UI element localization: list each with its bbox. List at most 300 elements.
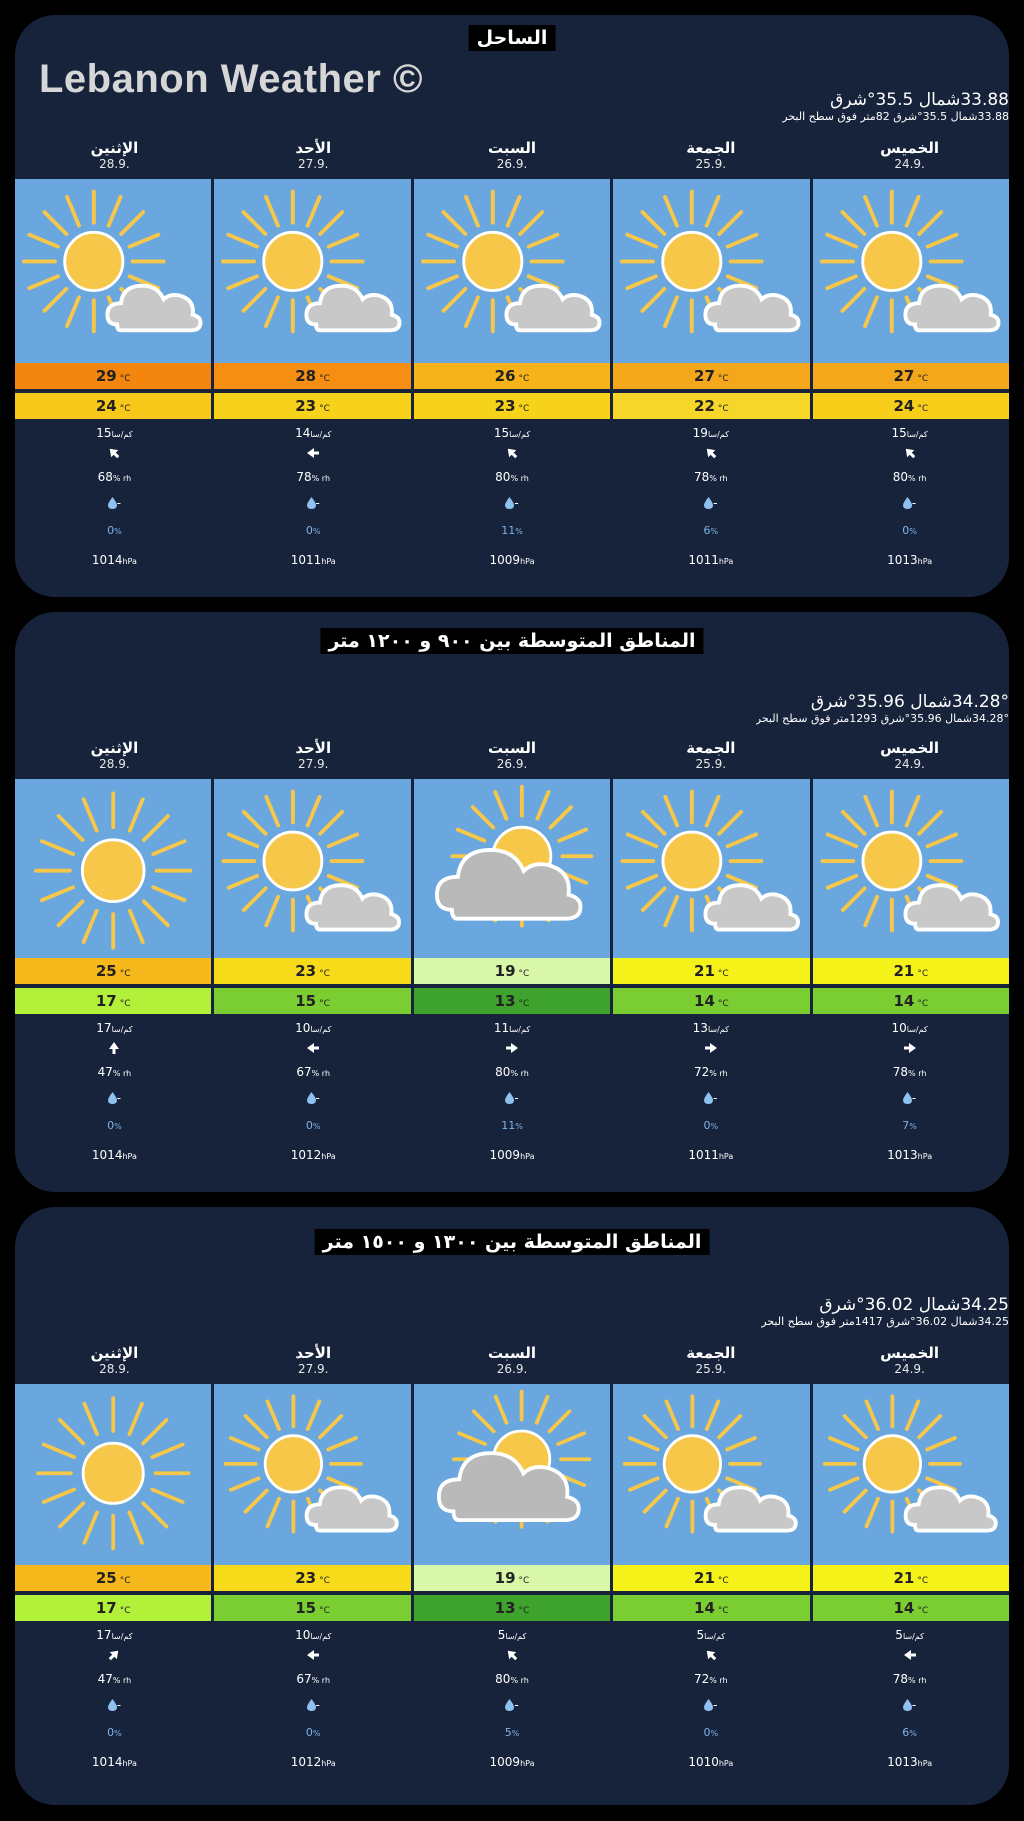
precipitation [413, 1084, 612, 1112]
humidity-unit: % rh [908, 1676, 927, 1685]
pressure-value: 1010 [688, 1755, 719, 1769]
day-header [214, 1344, 413, 1376]
day-details [214, 425, 413, 575]
max-temp [414, 363, 610, 389]
pressure-value: 1012 [290, 1755, 322, 1769]
pressure-value: 1009 [489, 1755, 521, 1769]
rain-probability [810, 517, 1009, 545]
precipitation [15, 489, 214, 517]
min-temp-value: 14 [694, 992, 715, 1010]
coordinates-main: 33.88شمال 35.5°شرق [830, 90, 1009, 110]
rain-unit: % [511, 1729, 520, 1738]
temp-unit: °C [119, 374, 131, 384]
wind-unit: كم/سا [310, 430, 332, 439]
day-name: الإثنين [90, 139, 139, 157]
wind-direction-arrow-icon [413, 1643, 612, 1667]
precipitation-amount: - [514, 1091, 519, 1105]
min-temp [813, 393, 1009, 419]
humidity-value: 67 [296, 1065, 312, 1079]
rain-probability-value: 7 [902, 1119, 910, 1132]
humidity-unit: % rh [908, 474, 927, 483]
wind-speed [413, 1627, 612, 1643]
rain-probability [413, 1112, 612, 1140]
day-header [810, 1344, 1009, 1376]
day-header [413, 1344, 612, 1376]
min-temp [214, 988, 410, 1014]
max-temp [813, 1565, 1009, 1591]
wind-value: 17 [96, 1021, 112, 1035]
wind-unit: كم/سا [310, 1632, 332, 1641]
raindrop-icon [903, 1092, 912, 1104]
min-temp-value: 15 [295, 992, 317, 1010]
rain-unit: % [114, 1729, 122, 1738]
wind-value: 5 [696, 1628, 705, 1642]
pressure [15, 1747, 214, 1777]
location-coordinates [761, 1295, 1009, 1328]
day-name: السبت [487, 739, 537, 757]
precipitation [611, 489, 810, 517]
day-date: 25.9. [695, 157, 727, 171]
pressure-value: 1014 [91, 1755, 123, 1769]
humidity-value: 80 [495, 1065, 511, 1079]
day-header [15, 1344, 214, 1376]
wind-direction-arrow-icon [214, 1036, 413, 1060]
temp-unit: °C [917, 404, 929, 414]
rain-unit: % [312, 1729, 321, 1738]
day-details [611, 1020, 810, 1170]
wind-unit: كم/سا [707, 1025, 729, 1034]
wind-value: 19 [692, 426, 708, 440]
max-temp-value: 25 [95, 1569, 117, 1587]
rain-probability-value: 11 [501, 1119, 516, 1132]
max-temp-value: 26 [494, 367, 516, 385]
precipitation-amount: - [911, 1091, 917, 1105]
wind-direction-arrow-icon [810, 441, 1009, 465]
max-temp [214, 363, 410, 389]
raindrop-icon [505, 497, 514, 509]
wind-value: 14 [295, 426, 311, 440]
day-details [413, 425, 612, 575]
wind-unit: كم/سا [509, 1025, 531, 1034]
day-header [611, 1344, 810, 1376]
min-temp [813, 988, 1009, 1014]
wind-direction-arrow-icon [810, 1643, 1009, 1667]
rain-unit: % [909, 527, 917, 536]
pressure-value: 1011 [290, 553, 322, 567]
humidity-unit: % rh [112, 1676, 132, 1685]
precipitation [810, 1084, 1009, 1112]
temp-unit: °C [518, 1576, 530, 1586]
pressure-unit: hPa [321, 557, 336, 566]
day-details [15, 1627, 214, 1777]
pressure-unit: hPa [917, 1759, 933, 1768]
wind-unit: كم/سا [111, 1632, 133, 1641]
humidity-value: 78 [296, 470, 312, 484]
max-temp-value: 23 [295, 1569, 317, 1587]
day-details [810, 1627, 1009, 1777]
humidity [611, 465, 810, 489]
rain-unit: % [515, 527, 523, 536]
wind-direction-arrow-icon [611, 1036, 810, 1060]
wind-unit: كم/سا [707, 430, 729, 439]
day-details [611, 425, 810, 575]
wind-value: 15 [891, 426, 907, 440]
day-name: السبت [487, 1344, 537, 1362]
pressure [214, 545, 413, 575]
temp-unit: °C [319, 999, 330, 1009]
pressure-unit: hPa [917, 1152, 933, 1161]
rain-probability-value: 0 [107, 1119, 115, 1132]
temp-unit: °C [518, 404, 530, 414]
precipitation [15, 1691, 214, 1719]
pressure-value: 1009 [489, 1148, 521, 1162]
precipitation [214, 1084, 413, 1112]
wind-value: 11 [493, 1021, 510, 1035]
wind-speed [214, 425, 413, 441]
pressure-unit: hPa [321, 1759, 336, 1768]
rain-probability [810, 1112, 1009, 1140]
pressure [15, 545, 214, 575]
day-date: 27.9. [297, 757, 329, 771]
rain-probability [214, 517, 413, 545]
precipitation-amount: - [911, 496, 917, 510]
day-name: الإثنين [90, 739, 139, 757]
day-date: 28.9. [99, 1362, 130, 1376]
day-details [810, 425, 1009, 575]
coordinates-altitude: 34.25شمال 36.02°شرق 1417متر فوق سطح البحر [761, 1315, 1009, 1328]
wind-speed [413, 425, 612, 441]
day-date: 28.9. [99, 157, 130, 171]
humidity-value: 72 [693, 1672, 710, 1686]
rain-probability [611, 517, 810, 545]
partly-cloudy-icon [214, 179, 410, 373]
pressure-unit: hPa [917, 557, 933, 566]
partly-cloudy-icon [214, 779, 410, 972]
pressure [611, 545, 810, 575]
min-temp-value: 17 [95, 992, 117, 1010]
pressure [413, 1140, 612, 1170]
wind-unit: كم/سا [111, 1025, 133, 1034]
max-temp [813, 363, 1009, 389]
partly-cloudy-icon [813, 179, 1009, 373]
rain-probability [413, 1719, 612, 1747]
rain-probability-value: 5 [504, 1726, 512, 1739]
temp-unit: °C [518, 969, 530, 979]
rain-unit: % [114, 527, 122, 536]
humidity [15, 465, 214, 489]
partly-cloudy-icon [813, 1384, 1009, 1572]
humidity [810, 1060, 1009, 1084]
precipitation-amount: - [911, 1698, 917, 1712]
humidity [413, 1060, 612, 1084]
raindrop-icon [108, 1092, 117, 1104]
rain-probability-value: 0 [703, 1726, 711, 1739]
pressure-value: 1013 [887, 1755, 918, 1769]
humidity [214, 465, 413, 489]
rain-probability-value: 0 [305, 1119, 313, 1132]
humidity-value: 68 [97, 470, 113, 484]
rain-probability [611, 1719, 810, 1747]
day-name: الأحد [295, 139, 332, 157]
rain-probability-value: 11 [501, 524, 516, 537]
wind-unit: كم/سا [505, 1632, 527, 1641]
max-temp [214, 1565, 410, 1591]
section-title: المناطق المتوسطة بين ١٣٠٠ و ١٥٠٠ متر [315, 1229, 710, 1255]
day-details [214, 1020, 413, 1170]
wind-direction-arrow-icon [413, 441, 612, 465]
day-details [611, 1627, 810, 1777]
rain-probability-value: 0 [107, 1726, 115, 1739]
temp-unit: °C [917, 374, 929, 384]
temp-unit: °C [717, 1606, 729, 1616]
rain-unit: % [710, 1122, 719, 1131]
max-temp-value: 25 [95, 962, 117, 980]
day-header [413, 739, 612, 771]
rain-probability [611, 1112, 810, 1140]
day-details [413, 1020, 612, 1170]
humidity-unit: % rh [112, 1069, 132, 1078]
humidity-value: 80 [892, 470, 909, 484]
day-header [810, 139, 1009, 171]
precipitation-amount: - [116, 496, 122, 510]
precipitation-amount: - [315, 496, 320, 510]
rain-unit: % [515, 1122, 523, 1131]
pressure [214, 1140, 413, 1170]
day-date: 24.9. [894, 757, 925, 771]
precipitation [611, 1691, 810, 1719]
min-temp-value: 22 [694, 397, 715, 415]
rain-probability-value: 0 [107, 524, 115, 537]
temp-unit: °C [319, 969, 330, 979]
sunny-icon [15, 779, 211, 972]
pressure-value: 1013 [887, 553, 918, 567]
wind-value: 5 [895, 1628, 903, 1642]
partly-cloudy-icon [613, 1384, 809, 1572]
wind-speed [15, 1020, 214, 1036]
day-date: 26.9. [496, 157, 528, 171]
rain-probability [413, 517, 612, 545]
pressure-value: 1014 [91, 553, 123, 567]
precipitation-amount: - [315, 1091, 320, 1105]
humidity [810, 465, 1009, 489]
wind-unit: كم/سا [111, 430, 133, 439]
min-temp-value: 13 [494, 1599, 516, 1617]
precipitation [810, 1691, 1009, 1719]
temp-unit: °C [518, 999, 530, 1009]
day-name: الأحد [295, 1344, 332, 1362]
min-temp [214, 1595, 410, 1621]
humidity [15, 1667, 214, 1691]
day-details [15, 1020, 214, 1170]
max-temp-value: 21 [694, 1569, 715, 1587]
min-temp [414, 988, 610, 1014]
raindrop-icon [903, 497, 912, 509]
max-temp [613, 1565, 809, 1591]
raindrop-icon [307, 497, 316, 509]
temp-unit: °C [319, 1576, 330, 1586]
wind-value: 5 [497, 1628, 506, 1642]
humidity-value: 47 [97, 1672, 113, 1686]
max-temp-value: 28 [295, 367, 317, 385]
wind-unit: كم/سا [902, 1632, 924, 1641]
pressure-unit: hPa [520, 1759, 535, 1768]
partly-cloudy-icon [613, 179, 809, 373]
raindrop-icon [505, 1092, 514, 1104]
pressure [810, 1747, 1009, 1777]
day-date: 26.9. [496, 757, 528, 771]
humidity [214, 1667, 413, 1691]
wind-speed [810, 1020, 1009, 1036]
raindrop-icon [704, 1092, 713, 1104]
wind-speed [611, 1020, 810, 1036]
wind-direction-arrow-icon [15, 1036, 214, 1060]
pressure-unit: hPa [122, 1152, 137, 1161]
temp-unit: °C [518, 1606, 530, 1616]
min-temp-value: 14 [893, 1599, 915, 1617]
pressure-unit: hPa [321, 1152, 336, 1161]
wind-direction-arrow-icon [611, 441, 810, 465]
mostly-cloudy-icon [414, 779, 610, 972]
coordinates-altitude: 34.28°شمال 35.96°شرق 1293متر فوق سطح البحر [755, 712, 1009, 725]
location-coordinates [756, 692, 1009, 725]
pressure [413, 545, 612, 575]
max-temp [214, 958, 410, 984]
temp-unit: °C [917, 1576, 929, 1586]
precipitation [413, 489, 612, 517]
precipitation [611, 1084, 810, 1112]
pressure-value: 1012 [290, 1148, 322, 1162]
rain-probability-value: 0 [902, 524, 910, 537]
wind-value: 17 [96, 1628, 112, 1642]
wind-direction-arrow-icon [413, 1036, 612, 1060]
humidity-unit: % rh [709, 474, 728, 483]
precipitation-amount: - [514, 496, 519, 510]
raindrop-icon [307, 1092, 316, 1104]
day-name: الجمعة [686, 739, 736, 757]
day-header [214, 139, 413, 171]
humidity-value: 72 [693, 1065, 710, 1079]
humidity-unit: % rh [908, 1069, 927, 1078]
wind-direction-arrow-icon [214, 1643, 413, 1667]
min-temp [414, 393, 610, 419]
max-temp [414, 1565, 610, 1591]
precipitation-amount: - [713, 1698, 718, 1712]
humidity-unit: % rh [311, 1676, 331, 1685]
pressure [810, 545, 1009, 575]
rain-probability [214, 1112, 413, 1140]
pressure [611, 1140, 810, 1170]
rain-unit: % [114, 1122, 122, 1131]
raindrop-icon [108, 1699, 117, 1711]
wind-unit: كم/سا [906, 1025, 928, 1034]
wind-value: 10 [295, 1021, 311, 1035]
humidity-unit: % rh [510, 1069, 529, 1078]
day-details [214, 1627, 413, 1777]
min-temp-value: 14 [893, 992, 915, 1010]
humidity-unit: % rh [112, 474, 132, 483]
precipitation-amount: - [713, 1091, 718, 1105]
raindrop-icon [704, 1699, 713, 1711]
humidity-unit: % rh [311, 474, 331, 483]
temp-unit: °C [717, 999, 729, 1009]
temp-unit: °C [319, 1606, 330, 1616]
precipitation [15, 1084, 214, 1112]
day-date: 27.9. [297, 157, 329, 171]
wind-unit: كم/سا [906, 430, 928, 439]
humidity-value: 80 [495, 470, 511, 484]
wind-speed [611, 425, 810, 441]
humidity-unit: % rh [709, 1676, 728, 1685]
coordinates-altitude: 33.88شمال 35.5°شرق 82متر فوق سطح البحر [782, 110, 1009, 123]
wind-speed [15, 1627, 214, 1643]
location-coordinates [782, 90, 1009, 123]
rain-probability [810, 1719, 1009, 1747]
temp-unit: °C [119, 999, 131, 1009]
pressure-unit: hPa [122, 1759, 137, 1768]
wind-direction-arrow-icon [611, 1643, 810, 1667]
min-temp-value: 23 [494, 397, 516, 415]
wind-direction-arrow-icon [15, 441, 214, 465]
wind-unit: كم/سا [704, 1632, 726, 1641]
humidity-value: 78 [693, 470, 710, 484]
min-temp [15, 988, 211, 1014]
temp-unit: °C [119, 404, 131, 414]
pressure-unit: hPa [520, 557, 535, 566]
day-name: الجمعة [686, 1344, 736, 1362]
rain-probability [15, 1719, 214, 1747]
temp-unit: °C [319, 404, 330, 414]
sunny-icon [15, 1384, 211, 1572]
max-temp [613, 958, 809, 984]
humidity [810, 1667, 1009, 1691]
pressure-value: 1013 [887, 1148, 918, 1162]
temp-unit: °C [717, 374, 729, 384]
day-name: الجمعة [686, 139, 736, 157]
temp-unit: °C [119, 1606, 131, 1616]
raindrop-icon [903, 1699, 912, 1711]
humidity-value: 80 [495, 1672, 511, 1686]
temp-unit: °C [917, 999, 929, 1009]
max-temp-value: 23 [295, 962, 317, 980]
precipitation-amount: - [514, 1698, 519, 1712]
min-temp [613, 393, 809, 419]
rain-probability-value: 0 [703, 1119, 711, 1132]
rain-probability-value: 0 [305, 524, 313, 537]
day-name: الإثنين [90, 1344, 139, 1362]
max-temp-value: 27 [694, 367, 715, 385]
coordinates-main: 34.25شمال 36.02°شرق [819, 1295, 1009, 1315]
day-details [15, 425, 214, 575]
temp-unit: °C [917, 1606, 929, 1616]
temp-unit: °C [518, 374, 530, 384]
day-name: السبت [487, 139, 537, 157]
rain-unit: % [312, 1122, 321, 1131]
temp-unit: °C [717, 1576, 729, 1586]
raindrop-icon [108, 497, 117, 509]
humidity [413, 1667, 612, 1691]
min-temp [214, 393, 410, 419]
max-temp [613, 363, 809, 389]
wind-speed [15, 425, 214, 441]
mid-altitude-900-1200-panel [15, 612, 1009, 1192]
pressure-unit: hPa [718, 1759, 734, 1768]
pressure [15, 1140, 214, 1170]
rain-probability [15, 1112, 214, 1140]
max-temp [414, 958, 610, 984]
humidity-value: 47 [97, 1065, 113, 1079]
pressure-unit: hPa [520, 1152, 535, 1161]
pressure [413, 1747, 612, 1777]
